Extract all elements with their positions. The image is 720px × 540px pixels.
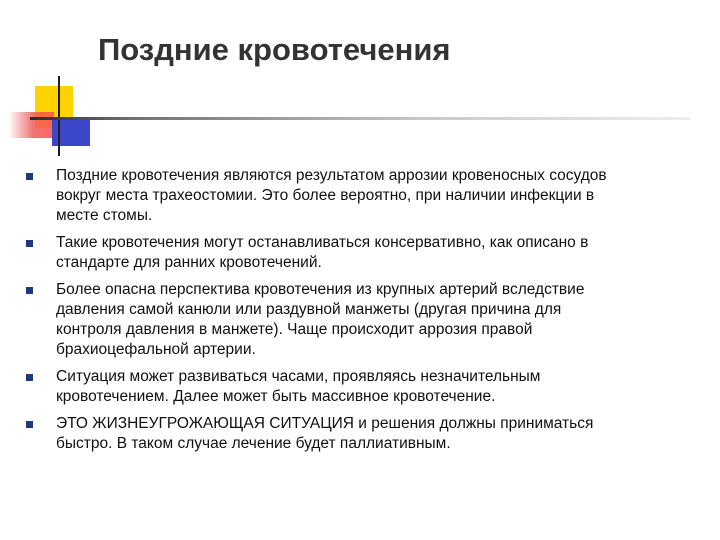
bullet-square-icon xyxy=(26,374,33,381)
bullet-item xyxy=(26,166,696,226)
decor-red-bar xyxy=(8,112,54,138)
slide-title: Поздние кровотечения xyxy=(98,32,451,67)
bullet-list xyxy=(26,166,696,461)
bullet-square-icon xyxy=(26,173,33,180)
bullet-square-icon xyxy=(26,421,33,428)
bullet-square-icon xyxy=(26,240,33,247)
bullet-item xyxy=(26,280,696,360)
bullet-text: Такие кровотечения могут останавливаться консервативно, как описано в стандарте для ранних кровотечений. xyxy=(56,234,589,271)
bullet-item xyxy=(26,367,696,407)
bullet-square-icon xyxy=(26,287,33,294)
title-divider-line xyxy=(30,117,690,120)
bullet-text: Более опасна перспектива кровотечения из крупных артерий вследствие давления самой канюли или раздувной манжеты (другая причина для контроля давления в манжете). Чаще происходит аррозия правой брахиоцефальной артерии. xyxy=(56,281,585,358)
bullet-text: Поздние кровотечения являются результатом аррозии кровеносных сосудов вокруг места трахеостомии. Это более вероятно, при наличии инфекции в месте стомы. xyxy=(56,167,607,224)
bullet-item xyxy=(26,414,696,454)
decor-vertical-line xyxy=(58,76,60,156)
bullet-text: ЭТО ЖИЗНЕУГРОЖАЮЩАЯ СИТУАЦИЯ и решения должны приниматься быстро. В таком случае лечение будет паллиативным. xyxy=(56,415,594,452)
bullet-text: Ситуация может развиваться часами, проявляясь незначительным кровотечением. Далее может быть массивное кровотечение. xyxy=(56,368,541,405)
bullet-item xyxy=(26,233,696,273)
